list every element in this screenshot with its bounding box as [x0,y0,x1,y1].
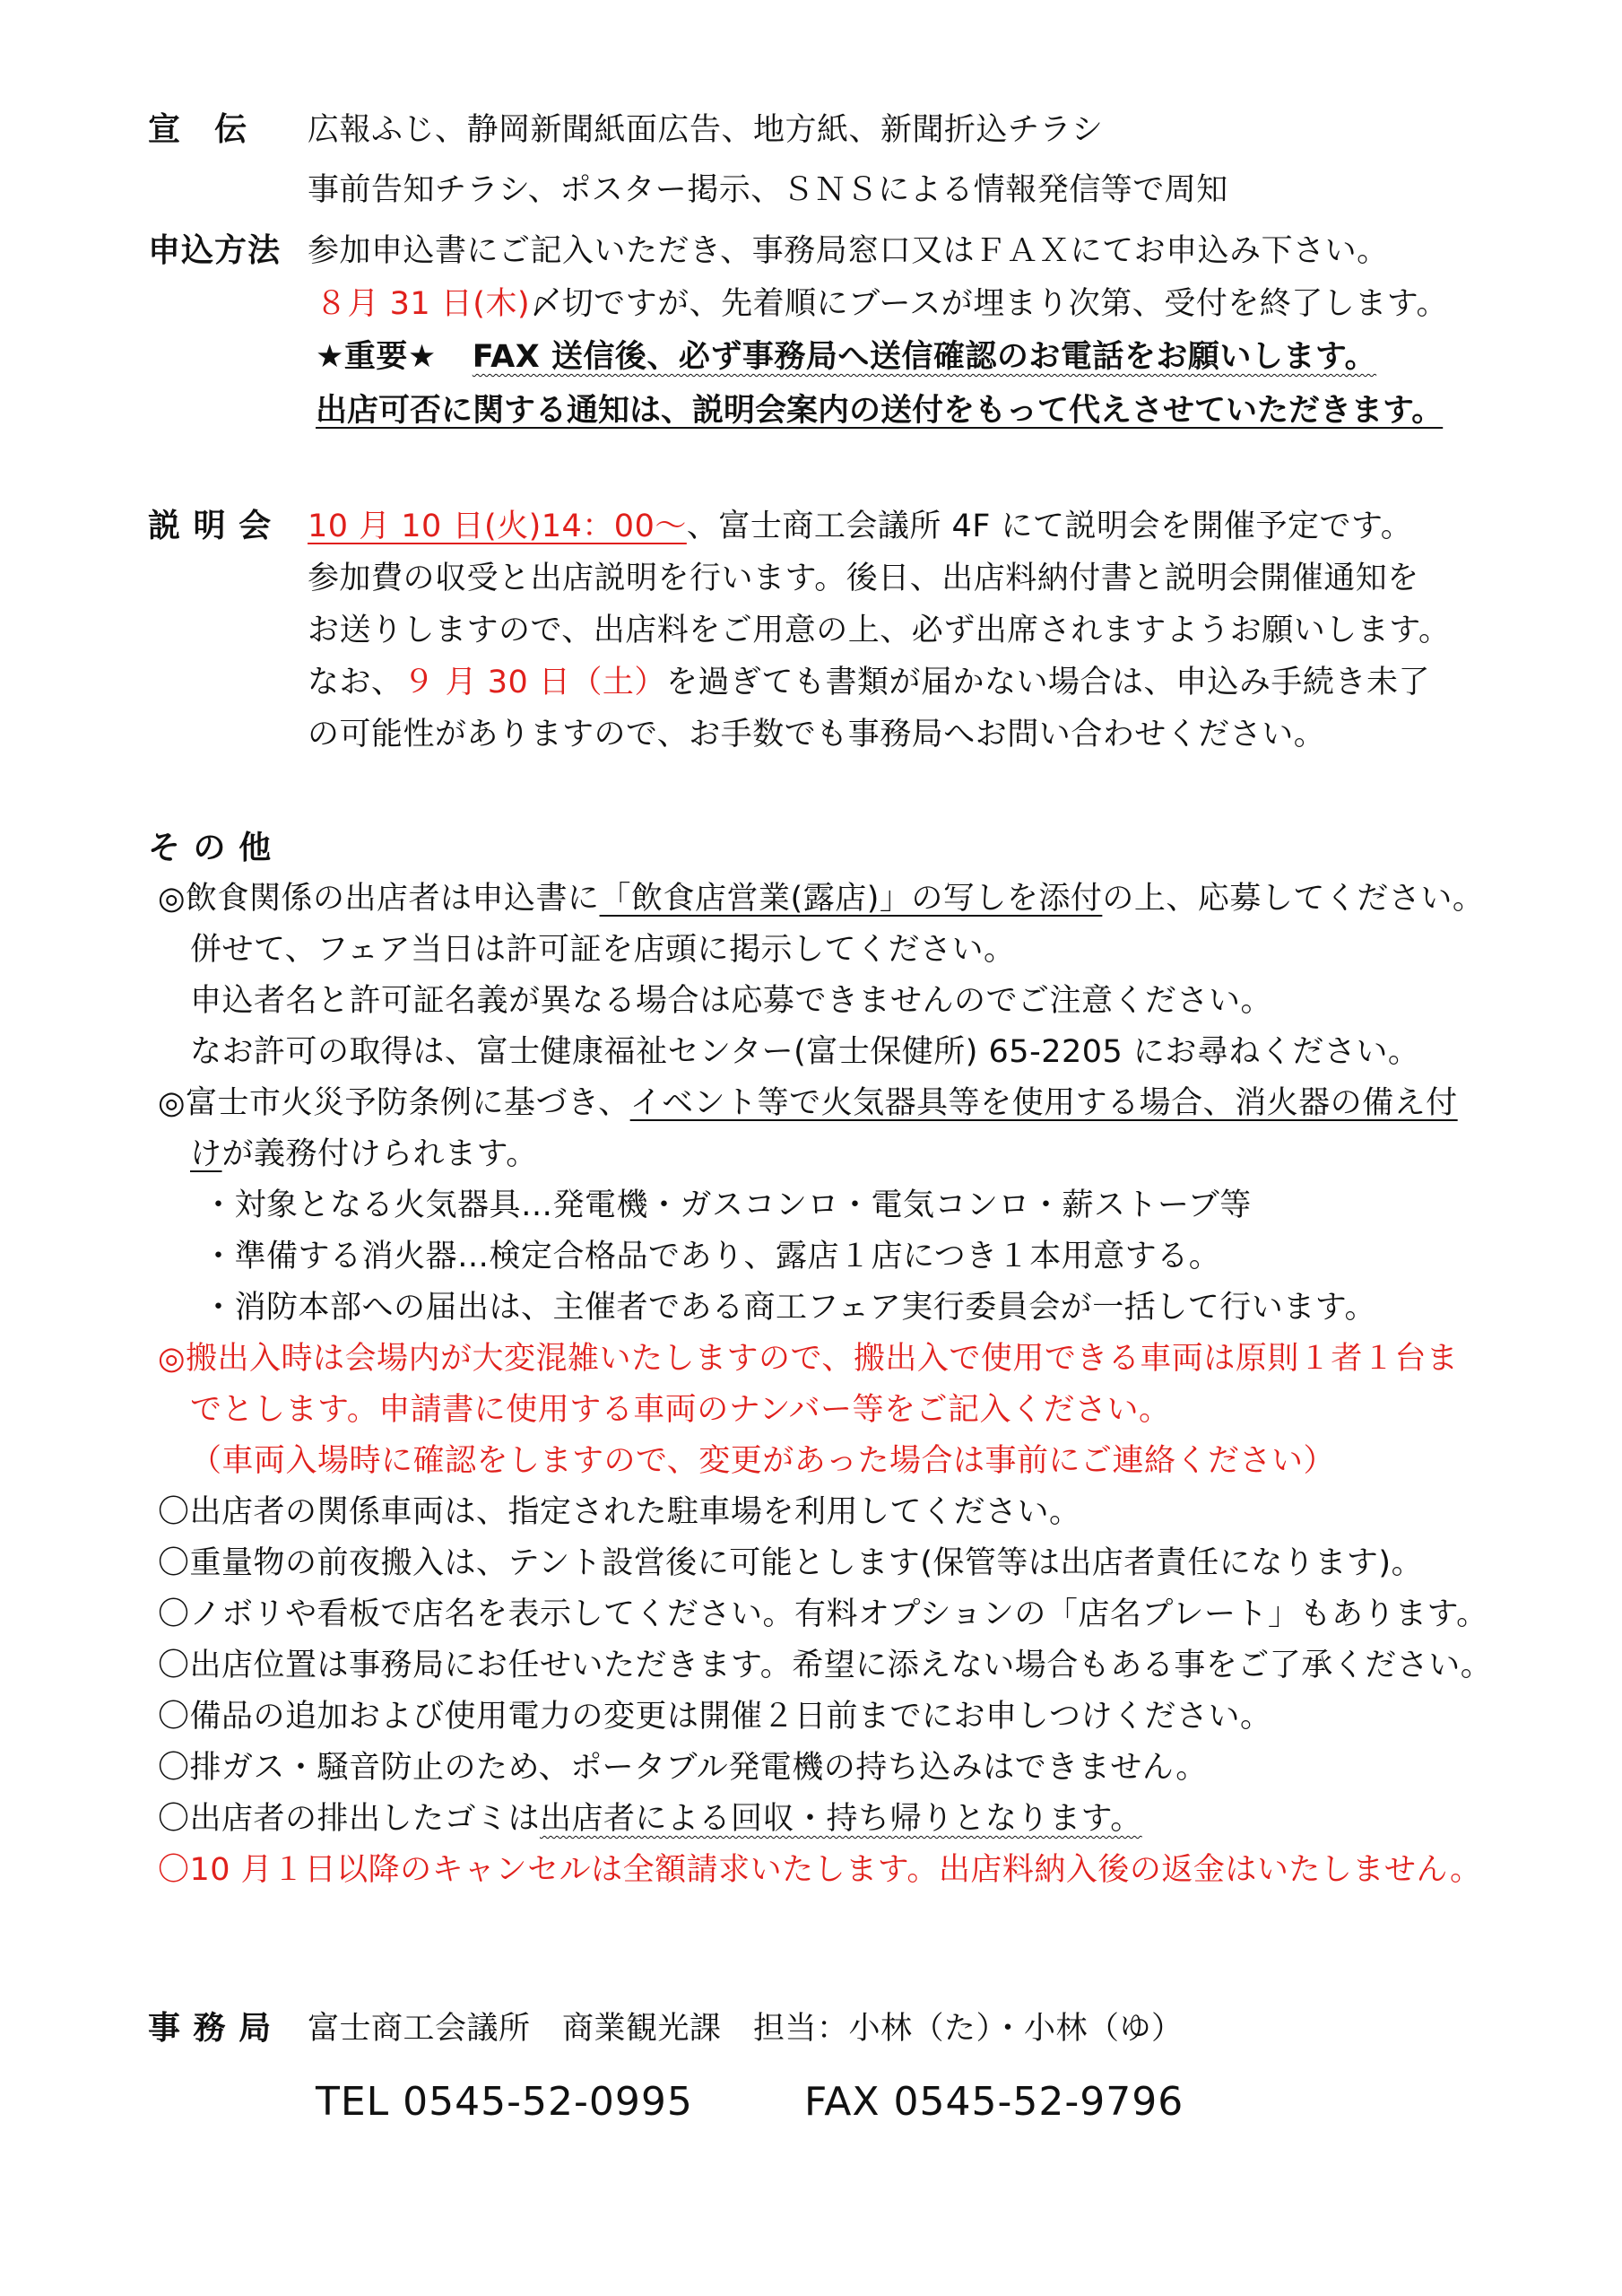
note-booth-position: 〇出店位置は事務局にお任せいただきます。希望に添えない場合もある事をご了承ください。 [158,1648,1493,1683]
jimukyoku-label: 事 務 局 [148,2010,273,2047]
important-text: FAX 送信後、必ず事務局へ送信確認のお電話をお願いします。 [472,339,1377,375]
important-mark: ★重要★ [316,339,437,375]
vehicle-line-3: （車両入場時に確認をしますので、変更があった場合は事前にご連絡ください） [190,1443,1335,1479]
note-cancellation: 〇10 月１日以降のキャンセルは全額請求いたします。出店料納入後の返金はいたしません。 [158,1852,1482,1888]
fire-line-1 [158,1083,1458,1123]
setsumeikai-line-4-post: を過ぎても書類が届かない場合は、申込み手続き未了 [665,665,1430,700]
note-garbage [158,1799,1142,1839]
senden-label: 宣 伝 [148,111,248,148]
setsumeikai-line-5: の可能性がありますので、お手数でも事務局へお問い合わせください。 [308,717,1326,752]
note-generator: 〇排ガス・騒音防止のため、ポータブル発電機の持ち込みはできません。 [158,1750,1208,1786]
fire-line-1-pre: ◎富士市火災予防条例に基づき、 [158,1085,630,1121]
note-garbage-pre: 〇出店者の排出したゴミは [158,1801,541,1837]
deadline-text: 〆切ですが、先着順にブースが埋まり次第、受付を終了します。 [530,286,1449,322]
setsumeikai-venue: 、富士商工会議所 4F にて説明会を開催予定です。 [686,509,1413,544]
food-line-1-post: の上、応募してください。 [1102,881,1485,917]
important-line [316,337,1376,377]
note-equipment: 〇備品の追加および使用電力の変更は開催２日前までにお申しつけください。 [158,1699,1272,1735]
setsumeikai-line-4 [308,663,1430,702]
fire-bullet-1: ・対象となる火気器具…発電機・ガスコンロ・電気コンロ・薪ストーブ等 [203,1187,1252,1223]
food-line-3: 申込者名と許可証名義が異なる場合は応募できませんのでご注意ください。 [190,983,1273,1019]
food-line-4: なお許可の取得は、富士健康福祉センター(富士保健所) 65-2205 にお尋ねください。 [190,1034,1420,1070]
setsumeikai-datetime: 10 月 10 日(火)14：00～ [308,509,687,544]
moushikomi-deadline-line [316,284,1448,324]
fire-line-2-ul: け [190,1136,222,1172]
food-line-2: 併せて、フェア当日は許可証を店頭に掲示してください。 [190,932,1016,968]
moushikomi-line-1: 参加申込書にご記入いただき、事務局窓口又はＦＡＸにてお申込み下さい。 [308,233,1389,269]
setsumeikai-line-2: 参加費の収受と出店説明を行います。後日、出店料納付書と説明会開催通知を [308,561,1419,596]
sonota-label: そ の 他 [148,830,273,866]
senden-line-2: 事前告知チラシ、ポスター掲示、ＳＮＳによる情報発信等で周知 [308,172,1228,208]
fax-number: FAX 0545-52-9796 [804,2079,1184,2125]
fire-extinguisher-requirement: イベント等で火気器具等を使用する場合、消火器の備え付 [629,1085,1458,1121]
food-line-1-pre: ◎飲食関係の出店者は申込書に [158,881,600,917]
note-parking: 〇出店者の関係車両は、指定された駐車場を利用してください。 [158,1494,1081,1530]
senden-line-1: 広報ふじ、静岡新聞紙面広告、地方紙、新聞折込チラシ [308,112,1104,148]
vehicle-line-2: でとします。申請書に使用する車両のナンバー等をご記入ください。 [190,1392,1171,1428]
fire-bullet-2: ・準備する消火器…検定合格品であり、露店１店につき１本用意する。 [203,1239,1221,1274]
food-license-requirement: 「飲食店営業(露店)」の写しを添付 [599,881,1103,917]
fire-line-2 [190,1135,538,1174]
fire-line-2-post: が義務付けられます。 [221,1136,538,1172]
note-heavy-items: 〇重量物の前夜搬入は、テント設営後に可能とします(保管等は出店者責任になります)。 [158,1545,1424,1581]
setsumeikai-line-4-pre: なお、 [308,665,403,700]
setsumeikai-line-1 [308,507,1412,546]
fire-bullet-3: ・消防本部への届出は、主催者である商工フェア実行委員会が一括して行います。 [203,1290,1376,1326]
vehicle-line-1: ◎搬出入時は会場内が大変混雑いたしますので、搬出入で使用できる車両は原則１者１台ま [158,1341,1459,1377]
jimukyoku-contact: 富士商工会議所 商業観光課 担当：小林（た）・小林（ゆ） [308,2011,1184,2047]
note-signage: 〇ノボリや看板で店名を表示してください。有料オプションの「店名プレート」もあります。 [158,1596,1488,1632]
food-line-1 [158,879,1484,918]
moushikomi-label: 申込方法 [148,232,282,269]
setsumeikai-line-3: お送りしますので、出店料をご用意の上、必ず出席されますようお願いします。 [308,613,1451,648]
setsumeikai-label: 説 明 会 [148,508,273,544]
tel-number: TEL 0545-52-0995 [316,2079,693,2125]
documents-deadline: ９ 月 30 日（土） [403,665,666,700]
note-garbage-emphasis: 出店者による回収・持ち帰りとなります。 [540,1801,1142,1837]
deadline-date: ８月 31 日(木) [316,286,531,322]
notice-line: 出店可否に関する通知は、説明会案内の送付をもって代えさせていただきます。 [316,393,1444,429]
